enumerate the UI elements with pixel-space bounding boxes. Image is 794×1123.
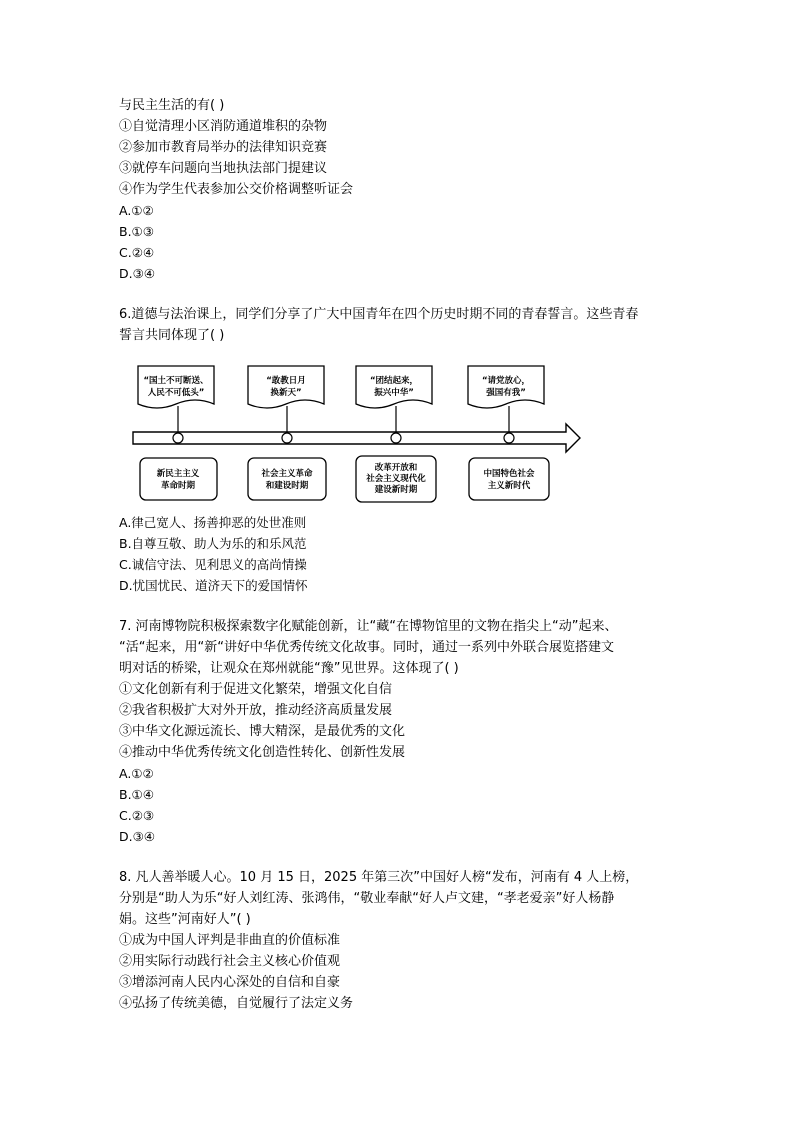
q5-item-3: ③就停车问题向当地执法部门提建议 <box>119 161 328 176</box>
q6-option-b: B.自尊互敬、助人为乐的和乐风范 <box>119 536 307 551</box>
q6-stem-line-1: 6.道德与法治课上，同学们分享了广大中国青年在四个历史时期不同的青春誓言。这些青春 <box>119 307 639 322</box>
q5-option-c: C.②④ <box>119 245 155 260</box>
q6-stem-line-2: 誓言共同体现了( ) <box>119 328 225 343</box>
oath-3-line-2: 振兴中华” <box>374 388 414 398</box>
oath-2-line-2: 换新天” <box>270 388 302 398</box>
q6-option-c: C.诚信守法、见利思义的高尚情操 <box>119 557 307 572</box>
q8-stem-line-1: 8. 凡人善举暖人心。10 月 15 日，2025 年第三次”中国好人榜“发布，河南有 4 人上榜， <box>119 870 639 885</box>
q5-option-d: D.③④ <box>119 266 156 281</box>
period-2-line-1: 社会主义革命 <box>261 469 313 479</box>
q5-stem: 与民主生活的有( ) <box>119 98 225 113</box>
oath-4-line-2: 强国有我” <box>486 388 526 398</box>
q7-option-c: C.②③ <box>119 808 155 823</box>
period-3-line-3: 建设新时期 <box>374 485 418 495</box>
period-1-line-1: 新民主主义 <box>156 469 200 479</box>
period-4-line-2: 主义新时代 <box>487 481 531 491</box>
q7-item-4: ④推动中华优秀传统文化创造性转化、创新性发展 <box>119 745 406 760</box>
q7-stem-line-2: “活“起来，用“新“讲好中华优秀传统文化故事。同时，通过一系列中外联合展览搭建文 <box>119 640 614 655</box>
q8-stem-line-2: 分别是“助人为乐“好人刘红涛、张鸿伟，“敬业奉献“好人卢文建，“孝老爱亲”好人杨静 <box>119 891 615 906</box>
q7-item-1: ①文化创新有利于促进文化繁荣，增强文化自信 <box>119 682 393 697</box>
oath-2-line-1: “敢教日月 <box>266 376 306 386</box>
period-2-line-2: 和建设时期 <box>265 481 309 491</box>
history-timeline-figure <box>128 356 584 506</box>
q7-item-2: ②我省积极扩大对外开放，推动经济高质量发展 <box>119 703 393 718</box>
period-box-4 <box>469 458 549 500</box>
period-4-line-1: 中国特色社会 <box>483 469 535 479</box>
oath-3-line-1: “团结起来， <box>369 376 419 386</box>
q6-option-a: A.律己宽人、扬善抑恶的处世准则 <box>119 515 307 530</box>
q7-option-a: A.①② <box>119 766 154 781</box>
q5-option-a: A.①② <box>119 203 154 218</box>
period-3-line-2: 社会主义现代化 <box>366 474 426 484</box>
q8-item-4: ④弘扬了传统美德，自觉履行了法定义务 <box>119 996 354 1011</box>
q5-item-2: ②参加市教育局举办的法律知识竞赛 <box>119 140 328 155</box>
q8-item-2: ②用实际行动践行社会主义核心价值观 <box>119 954 341 969</box>
q6-option-d: D.忧国忧民、道济天下的爱国情怀 <box>119 578 308 593</box>
q7-option-d: D.③④ <box>119 829 156 844</box>
q8-item-3: ③增添河南人民内心深处的自信和自豪 <box>119 975 341 990</box>
q7-stem-line-3: 明对话的桥梁，让观众在郑州就能“豫”见世界。这体现了( ) <box>119 661 459 676</box>
q7-item-3: ③中华文化源远流长、博大精深，是最优秀的文化 <box>119 724 406 739</box>
q8-item-1: ①成为中国人评判是非曲直的价值标准 <box>119 933 341 948</box>
oath-1-line-2: 人民不可低头” <box>147 388 205 398</box>
oath-1-line-1: “国土不可断送、 <box>143 376 209 386</box>
q7-stem-line-1: 7. 河南博物院积极探索数字化赋能创新，让“藏“在博物馆里的文物在指尖上“动”起来、 <box>119 619 618 634</box>
oath-4-line-1: “请党放心， <box>481 376 531 386</box>
q8-stem-line-3: 娟。这些”河南好人”( ) <box>119 912 251 927</box>
q7-option-b: B.①④ <box>119 787 154 802</box>
q5-item-1: ①自觉清理小区消防通道堆积的杂物 <box>119 119 328 134</box>
period-box-3 <box>356 456 436 502</box>
q5-option-b: B.①③ <box>119 224 154 239</box>
period-box-2 <box>248 458 326 500</box>
period-1-line-2: 革命时期 <box>160 481 196 491</box>
period-3-line-1: 改革开放和 <box>374 463 418 473</box>
q5-item-4: ④作为学生代表参加公交价格调整听证会 <box>119 182 354 197</box>
period-box-1 <box>140 458 217 500</box>
